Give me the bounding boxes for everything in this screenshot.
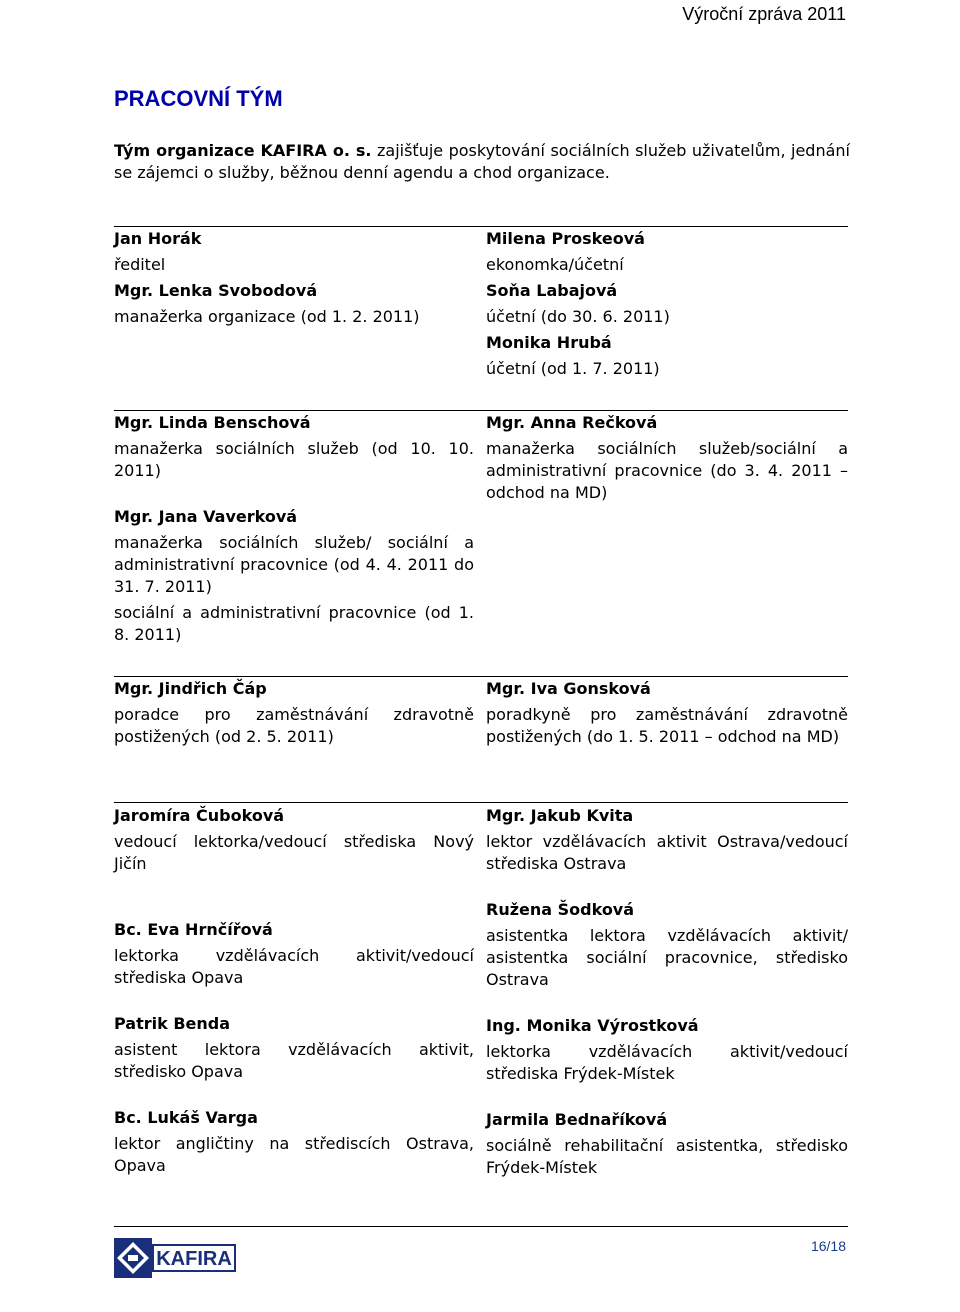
employment-right-column <box>486 678 848 748</box>
staff-name: Mgr. Jakub Kvita <box>486 806 634 825</box>
staff-name: Monika Hrubá <box>486 333 612 352</box>
page-title: PRACOVNÍ TÝM <box>114 86 283 111</box>
staff-role: lektorka vzdělávacích aktivit/vedoucí střediska Frýdek-Místek <box>486 1042 848 1083</box>
staff-role: lektorka vzdělávacích aktivit/vedoucí střediska Opava <box>114 946 474 987</box>
staff-name: Ružena Šodková <box>486 900 635 919</box>
staff-name: Mgr. Linda Benschová <box>114 413 311 432</box>
kafira-logo <box>114 1232 236 1284</box>
staff-role: účetní (od 1. 7. 2011) <box>486 359 660 378</box>
staff-role: ekonomka/účetní <box>486 255 624 274</box>
management-right-column <box>486 228 848 380</box>
social-services-right-column <box>486 412 848 504</box>
staff-name: Mgr. Jana Vaverková <box>114 507 298 526</box>
staff-name: Ing. Monika Výrostková <box>486 1016 699 1035</box>
staff-role: asistentka lektora vzdělávacích aktivit/ asistentka sociální pracovnice, středisko Ostrava <box>486 926 848 989</box>
intro-text: zajišťuje poskytování sociálních služeb uživatelům, jednání se zájemci o služby, běžnou denní agendu a chod organizace. <box>114 141 850 182</box>
staff-role: manažerka sociálních služeb/sociální a administrativní pracovnice (do 3. 4. 2011 – odchod na MD) <box>486 439 848 502</box>
staff-role: účetní (do 30. 6. 2011) <box>486 307 670 326</box>
staff-role: manažerka sociálních služeb (od 10. 10. 2011) <box>114 439 474 480</box>
staff-name: Bc. Lukáš Varga <box>114 1108 258 1127</box>
section-divider-management <box>114 226 848 227</box>
employment-left-column <box>114 678 474 748</box>
education-right-column <box>486 805 848 1179</box>
staff-name: Jarmila Bednaříková <box>486 1110 668 1129</box>
staff-name: Jan Horák <box>114 229 202 248</box>
staff-role: vedoucí lektorka/vedoucí střediska Nový Jičín <box>114 832 474 873</box>
management-left-column <box>114 228 474 328</box>
staff-name: Jaromíra Čuboková <box>114 806 285 825</box>
intro-organization-name: Tým organizace KAFIRA o. s. <box>114 141 372 160</box>
logo-text: KAFIRA <box>156 1248 232 1270</box>
section-divider-employment-advisors <box>114 676 848 677</box>
staff-name: Mgr. Jindřich Čáp <box>114 679 267 698</box>
staff-name: Mgr. Lenka Svobodová <box>114 281 318 300</box>
staff-role: lektor angličtiny na střediscích Ostrava, Opava <box>114 1134 474 1175</box>
staff-name: Mgr. Iva Gonsková <box>486 679 651 698</box>
kafira-logo-icon <box>114 1232 236 1284</box>
staff-name: Soňa Labajová <box>486 281 618 300</box>
staff-role: poradce pro zaměstnávání zdravotně postižených (od 2. 5. 2011) <box>114 705 474 746</box>
education-left-column <box>114 805 474 1177</box>
staff-role: manažerka organizace (od 1. 2. 2011) <box>114 307 420 326</box>
staff-name: Bc. Eva Hrnčířová <box>114 920 273 939</box>
section-divider-social-services <box>114 410 848 411</box>
staff-name: Milena Proskeová <box>486 229 645 248</box>
social-services-left-column <box>114 412 474 646</box>
intro-paragraph <box>114 140 850 184</box>
page-number: 16/18 <box>810 1238 846 1254</box>
staff-role: ředitel <box>114 255 166 274</box>
staff-name: Mgr. Anna Rečková <box>486 413 658 432</box>
document-header-title: Výroční zpráva 2011 <box>682 4 846 24</box>
footer-divider <box>114 1226 848 1227</box>
staff-role: poradkyně pro zaměstnávání zdravotně postižených (do 1. 5. 2011 – odchod na MD) <box>486 705 848 746</box>
staff-name: Patrik Benda <box>114 1014 231 1033</box>
staff-role: sociálně rehabilitační asistentka, středisko Frýdek-Místek <box>486 1136 848 1177</box>
staff-role: sociální a administrativní pracovnice (od 1. 8. 2011) <box>114 603 474 644</box>
section-divider-education <box>114 802 848 803</box>
staff-role: asistent lektora vzdělávacích aktivit, středisko Opava <box>114 1040 474 1081</box>
staff-role: lektor vzdělávacích aktivit Ostrava/vedoucí střediska Ostrava <box>486 832 848 873</box>
staff-role: manažerka sociálních služeb/ sociální a administrativní pracovnice (od 4. 4. 2011 do 31. 7. 2011) <box>114 533 474 596</box>
